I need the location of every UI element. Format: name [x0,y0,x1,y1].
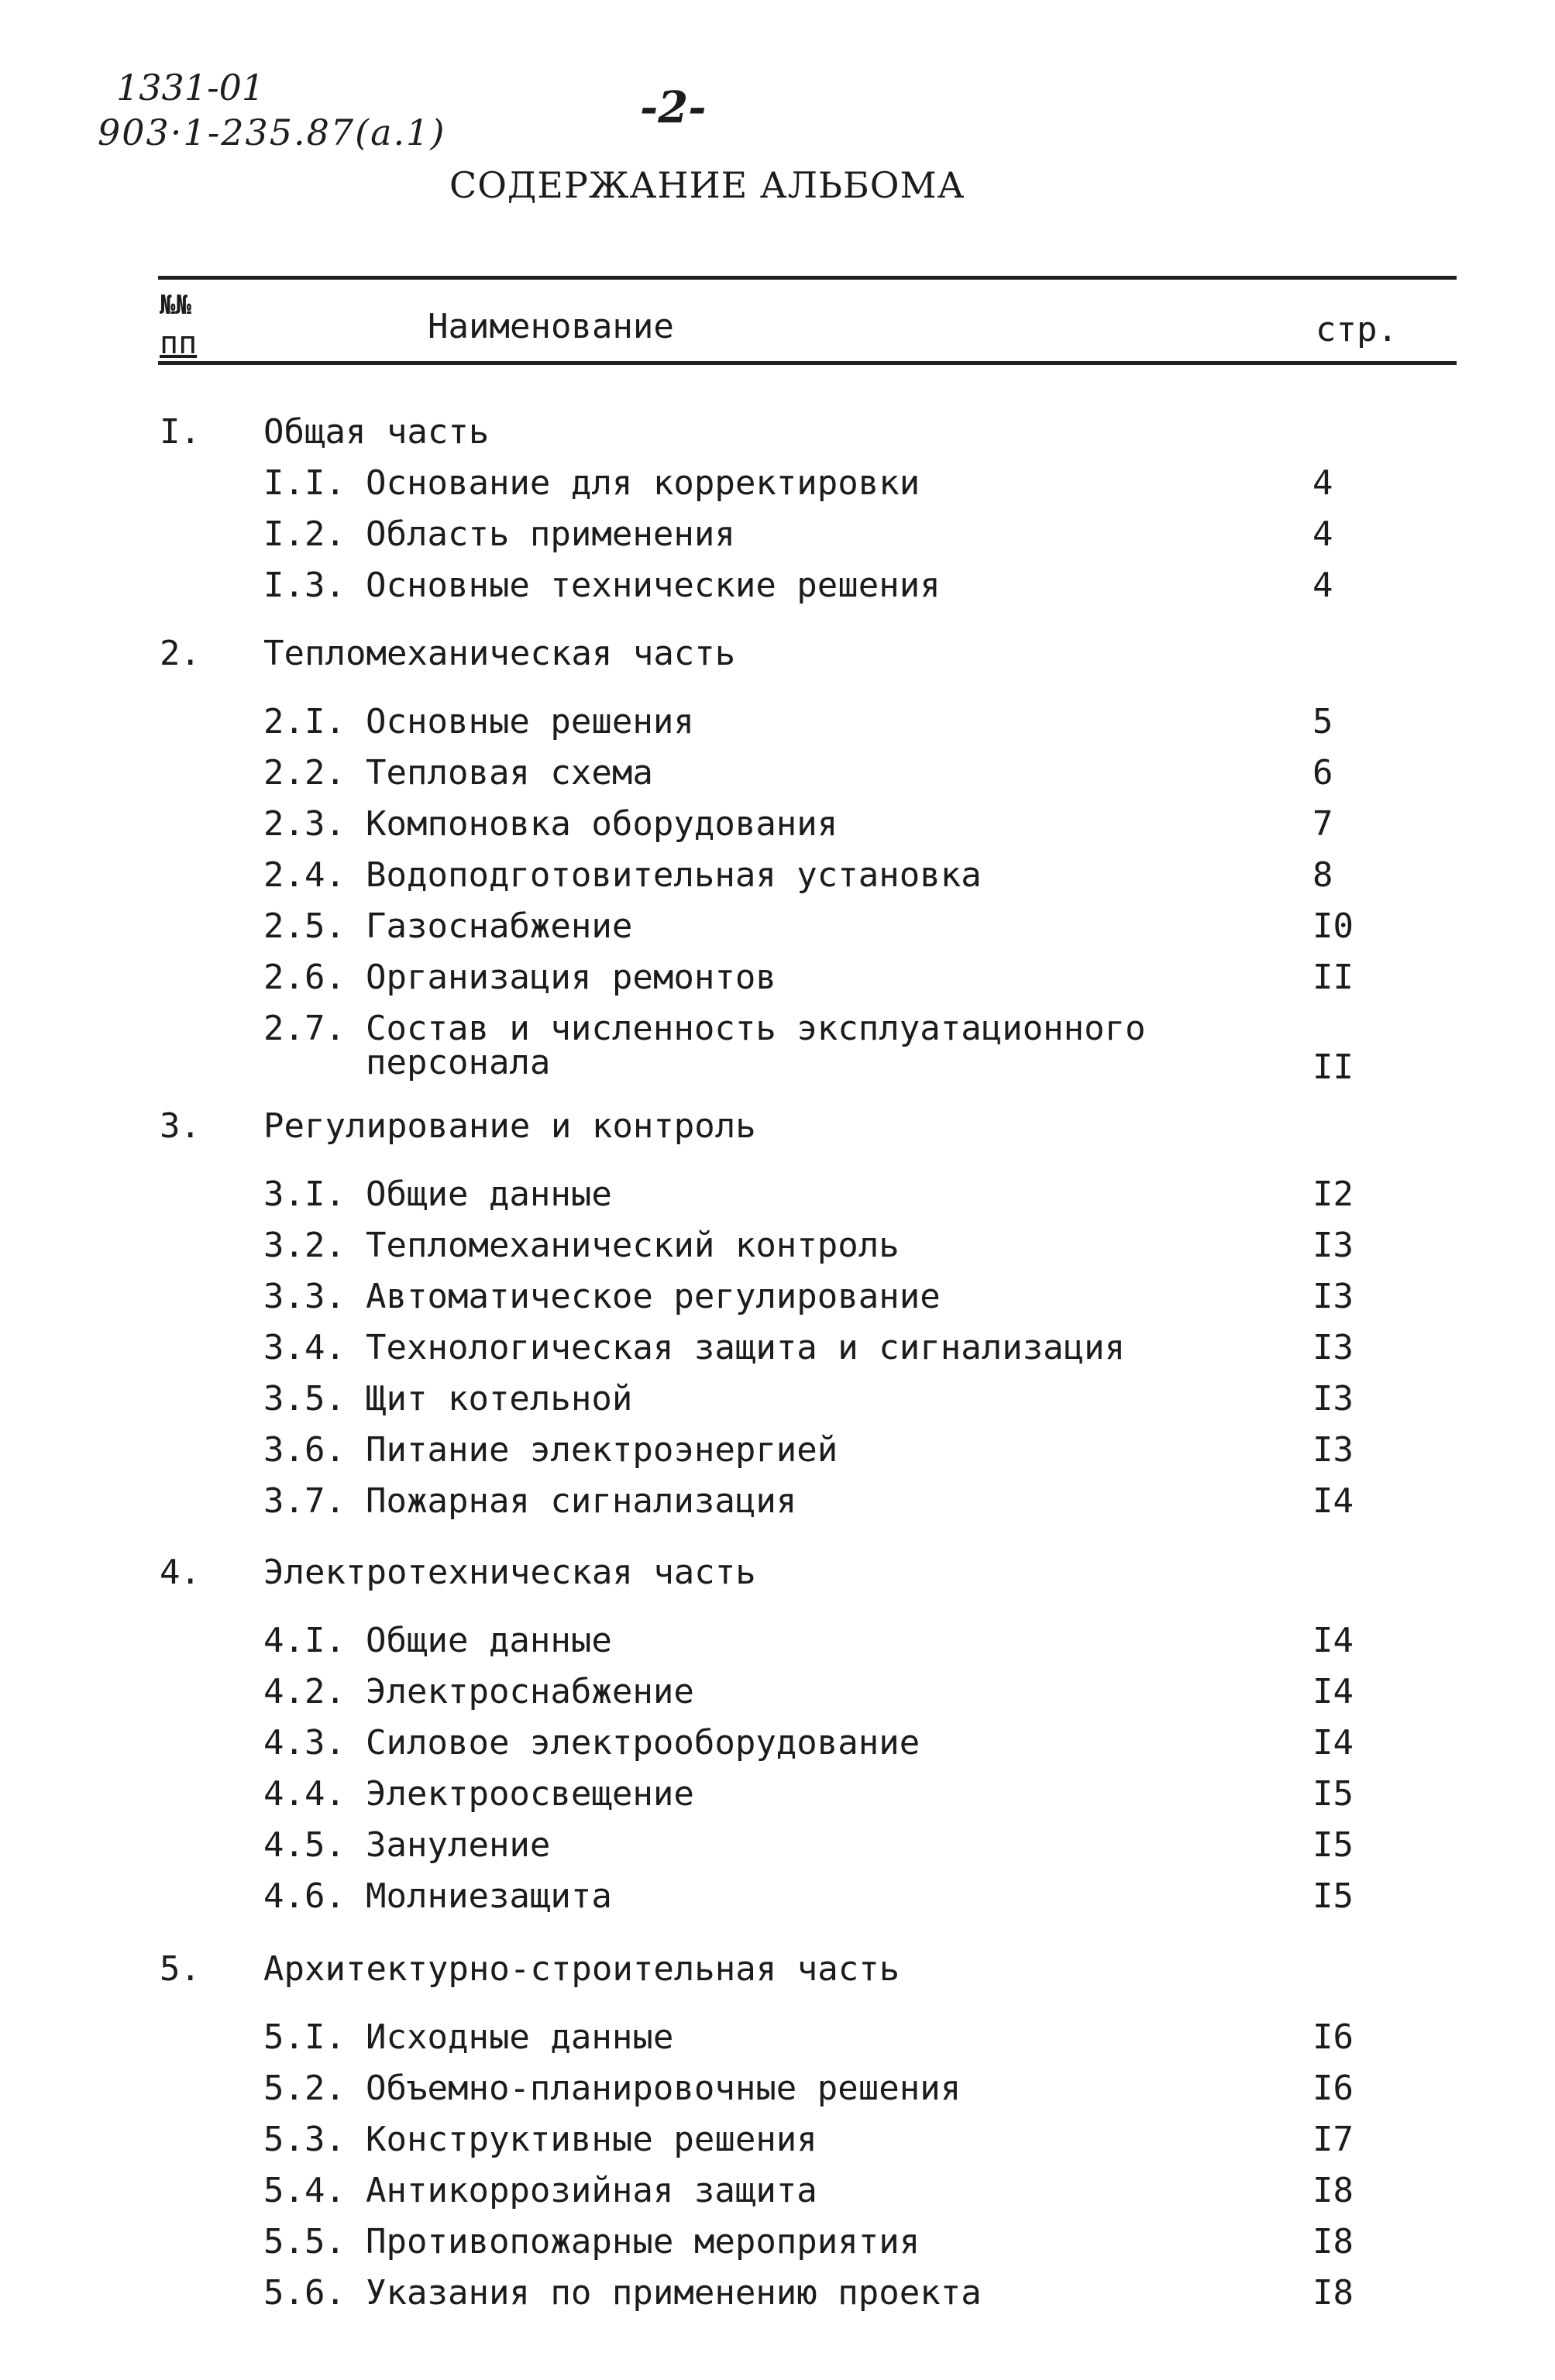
item-title: Общие данные [366,1621,612,1660]
item-page: I2 [1312,1175,1354,1214]
item-number: 3.3. [263,1277,346,1316]
section-title: Тепломеханическая часть [263,634,736,673]
item-page: I5 [1312,1825,1354,1865]
item-page: I4 [1312,1672,1354,1711]
item-number: 4.2. [263,1672,346,1711]
section-number: 2. [160,634,201,673]
item-title: Противопожарные мероприятия [366,2222,920,2261]
toc-item-row [0,463,1555,510]
item-title: Объемно-планировочные решения [366,2069,962,2108]
toc-item-row [0,1621,1555,1667]
handwritten-code-2: 903·1-235.87(a.1) [98,112,446,153]
item-number: 5.5. [263,2222,346,2261]
toc-item-row [0,2069,1555,2115]
item-title: Водоподготовительная установка [366,855,982,895]
item-page: 4 [1312,566,1333,605]
item-page: I3 [1312,1328,1354,1367]
item-number: 2.4. [263,855,346,895]
item-title: Состав и численность эксплуатационного [366,1009,1146,1048]
toc-section-row [0,1949,1555,1996]
toc-item-row [0,1723,1555,1770]
section-number: I. [160,412,201,452]
toc-item-row [0,1226,1555,1272]
item-page: I8 [1312,2171,1354,2210]
toc-item-row [0,1876,1555,1923]
table-header-rule [158,361,1457,365]
item-page: I4 [1312,1481,1354,1521]
item-title: Щит котельной [366,1379,633,1419]
item-title: Тепловая схема [366,753,653,793]
toc-item-row [0,2171,1555,2217]
page-number: -2- [640,82,707,133]
toc-item-row [0,1009,1555,1087]
item-page: I3 [1312,1226,1354,1265]
section-title: Регулирование и контроль [263,1106,756,1146]
toc-section-row [0,1553,1555,1599]
item-number: 2.5. [263,906,346,946]
item-page: 7 [1312,804,1333,844]
item-number: 5.6. [263,2273,346,2313]
item-number: 2.2. [263,753,346,793]
item-title-continuation: персонала [366,1043,551,1082]
item-title: Компоновка оборудования [366,804,838,844]
item-title: Автоматическое регулирование [366,1277,941,1316]
toc-item-row [0,514,1555,561]
item-title: Пожарная сигнализация [366,1481,797,1521]
item-number: 4.I. [263,1621,346,1660]
item-title: Зануление [366,1825,551,1865]
item-number: 4.5. [263,1825,346,1865]
item-title: Исходные данные [366,2017,674,2057]
item-page: I8 [1312,2222,1354,2261]
toc-item-row [0,958,1555,1004]
item-title: Указания по применению проекта [366,2273,982,2313]
item-page: I6 [1312,2017,1354,2057]
item-title: Питание электроэнергией [366,1430,838,1470]
item-number: 5.3. [263,2120,346,2159]
item-number: 2.3. [263,804,346,844]
section-number: 3. [160,1106,201,1146]
item-page: I3 [1312,1379,1354,1419]
page-title: СОДЕРЖАНИЕ АЛЬБОМА [449,164,965,206]
item-number: 3.5. [263,1379,346,1419]
item-number: 3.6. [263,1430,346,1470]
header-number-label-top: №№ [160,290,191,321]
toc-section-row [0,412,1555,459]
item-title: Электроснабжение [366,1672,694,1711]
item-page: 5 [1312,702,1333,741]
item-number: 4.6. [263,1876,346,1916]
item-title: Молниезащита [366,1876,612,1916]
toc-item-row [0,1481,1555,1528]
item-page: I8 [1312,2273,1354,2313]
item-number: 3.7. [263,1481,346,1521]
item-title: Электроосвещение [366,1774,694,1814]
toc-item-row [0,804,1555,851]
item-page: 4 [1312,463,1333,503]
item-number: I.2. [263,514,346,554]
item-title: Тепломеханический контроль [366,1226,900,1265]
item-page: II [1312,958,1354,997]
item-page: I4 [1312,1723,1354,1763]
header-page-label: стр. [1316,310,1398,349]
item-number: 2.7. [263,1009,346,1048]
item-number: 3.2. [263,1226,346,1265]
table-top-rule [158,276,1457,280]
item-title: Газоснабжение [366,906,633,946]
toc-item-row [0,1328,1555,1374]
toc-item-row [0,2273,1555,2320]
toc-item-row [0,566,1555,612]
item-number: 4.4. [263,1774,346,1814]
item-page: I3 [1312,1430,1354,1470]
item-title: Основные технические решения [366,566,941,605]
item-title: Область применения [366,514,735,554]
item-number: I.I. [263,463,346,503]
toc-item-row [0,1672,1555,1718]
toc-item-row [0,753,1555,800]
item-number: 3.4. [263,1328,346,1367]
item-page: I4 [1312,1621,1354,1660]
section-title: Архитектурно-строительная часть [263,1949,900,1989]
section-number: 5. [160,1949,201,1989]
item-title: Организация ремонтов [366,958,776,997]
section-number: 4. [160,1553,201,1592]
section-title: Электротехническая часть [263,1553,756,1592]
item-number: I.3. [263,566,346,605]
item-number: 5.2. [263,2069,346,2108]
header-number-label-bottom: пп [160,325,198,361]
item-page: 6 [1312,753,1333,793]
item-page: I6 [1312,2069,1354,2108]
item-number: 2.6. [263,958,346,997]
item-title: Антикоррозийная защита [366,2171,817,2210]
item-page: 8 [1312,855,1333,895]
item-title: Конструктивные решения [366,2120,817,2159]
item-title: Основание для корректировки [366,463,920,503]
toc-section-row [0,634,1555,680]
header-name-label: Наименование [428,307,674,346]
item-number: 5.I. [263,2017,346,2057]
item-title: Основные решения [366,702,694,741]
item-page: I5 [1312,1774,1354,1814]
toc-item-row [0,1825,1555,1872]
toc-item-row [0,1379,1555,1426]
toc-item-row [0,2017,1555,2064]
item-title: Технологическая защита и сигнализация [366,1328,1126,1367]
item-page: I3 [1312,1277,1354,1316]
toc-item-row [0,1430,1555,1477]
toc-item-row [0,702,1555,748]
handwritten-code-1: 1331-01 [116,67,265,108]
item-title: Общие данные [366,1175,612,1214]
toc-item-row [0,2120,1555,2166]
item-page: I7 [1312,2120,1354,2159]
section-title: Общая часть [263,412,490,452]
item-number: 3.I. [263,1175,346,1214]
toc-item-row [0,2222,1555,2268]
toc-item-row [0,855,1555,902]
toc-section-row [0,1106,1555,1153]
toc-item-row [0,1774,1555,1821]
item-page: I5 [1312,1876,1354,1916]
item-page: I0 [1312,906,1354,946]
item-number: 4.3. [263,1723,346,1763]
item-number: 2.I. [263,702,346,741]
item-title: Силовое электрооборудование [366,1723,920,1763]
toc-item-row [0,1277,1555,1323]
toc-item-row [0,1175,1555,1221]
item-page: II [1312,1047,1354,1087]
item-number: 5.4. [263,2171,346,2210]
toc-item-row [0,906,1555,953]
item-page: 4 [1312,514,1333,554]
